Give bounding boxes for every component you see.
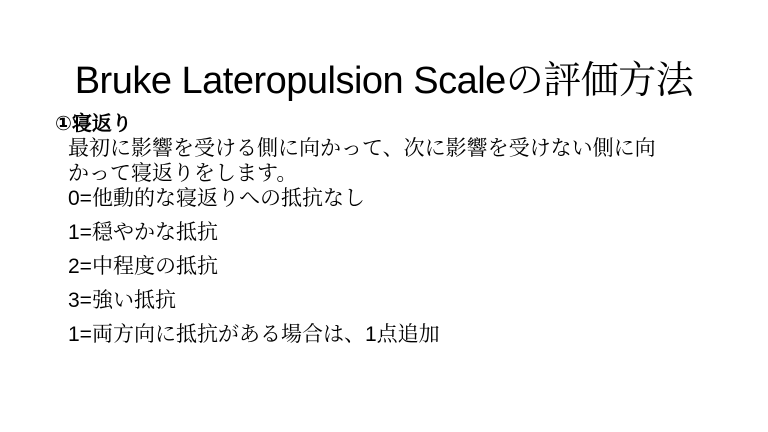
section-body	[68, 136, 738, 347]
score-line: 2=中程度の抵抗	[68, 255, 218, 278]
section-description	[68, 136, 738, 186]
section-heading: ①寝返り	[55, 113, 132, 135]
slide-body	[55, 112, 738, 347]
score-line: 1=両方向に抵抗がある場合は、1点追加	[68, 323, 440, 346]
score-line: 3=強い抵抗	[68, 289, 176, 312]
score-line: 0=他動的な寝返りへの抵抗なし	[68, 187, 365, 210]
score-list	[68, 186, 738, 347]
score-line: 1=穏やかな抵抗	[68, 221, 218, 244]
description-line: かって寝返りをします。	[68, 162, 298, 185]
slide-title: Bruke Lateropulsion Scaleの評価方法	[74, 60, 694, 103]
description-line: 最初に影響を受ける側に向かって、次に影響を受けない側に向	[68, 137, 656, 160]
